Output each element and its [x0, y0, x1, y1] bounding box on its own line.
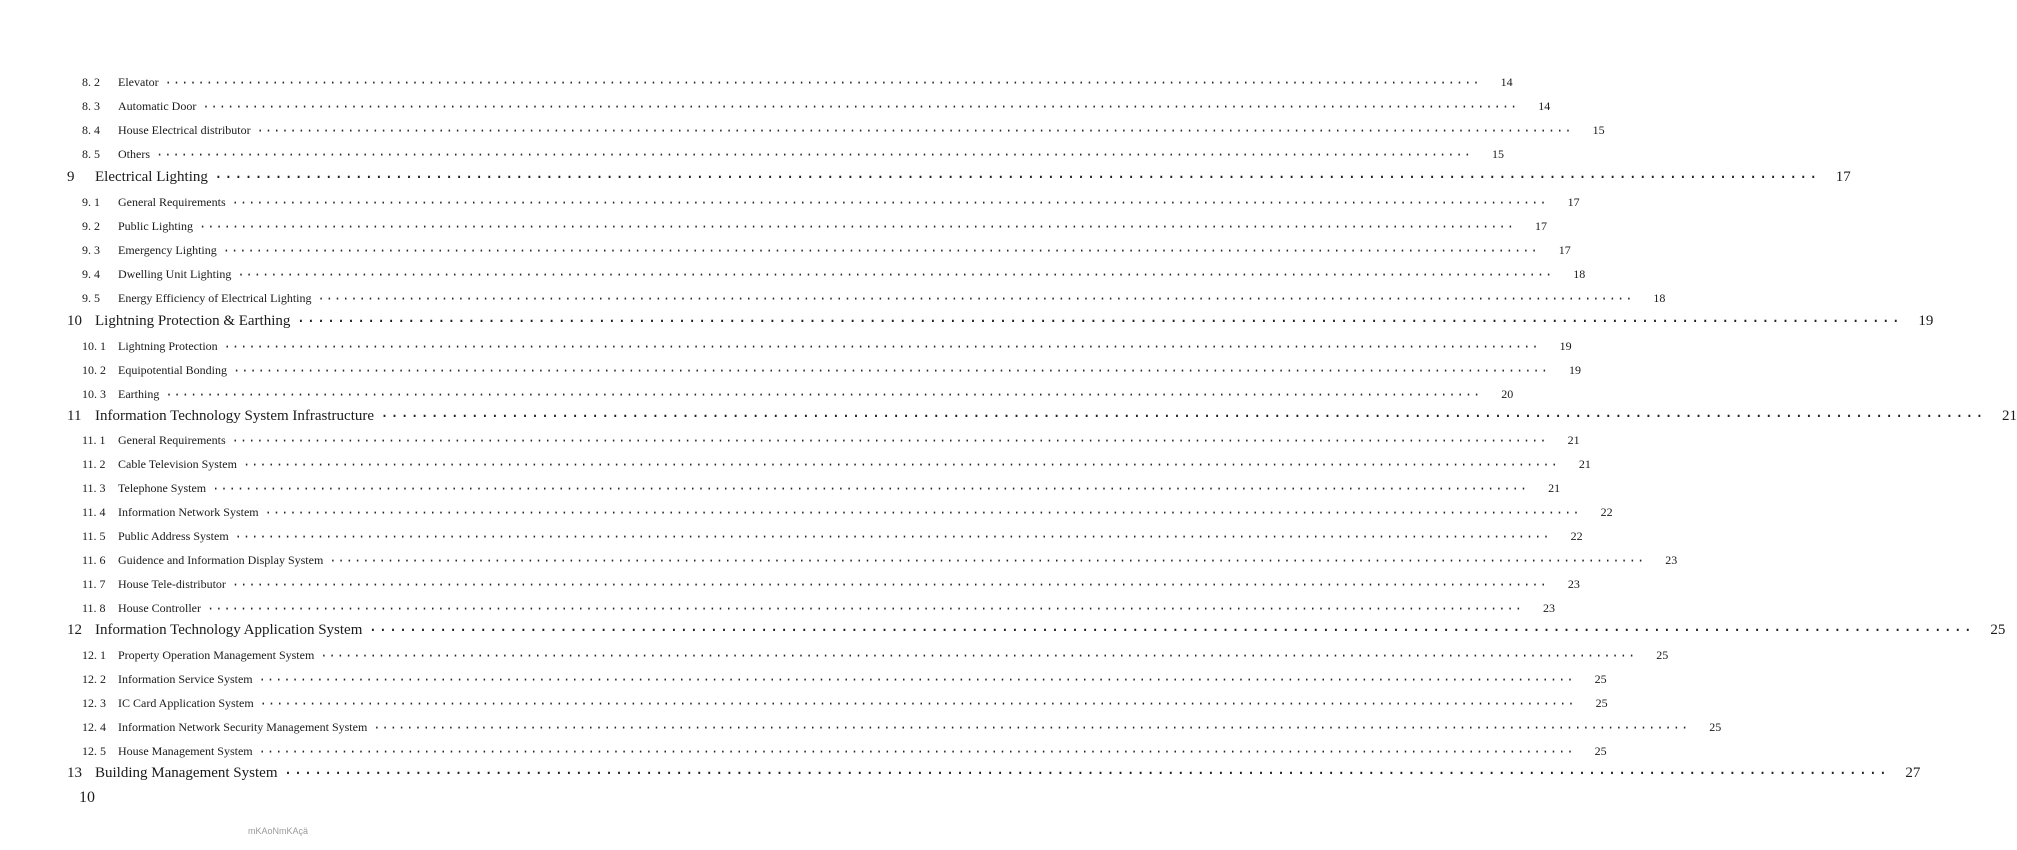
toc-page-number: 20	[1501, 387, 1514, 401]
toc-page-number: 21	[1548, 481, 1561, 495]
toc-chapter-row	[0, 762, 1921, 782]
toc-title: Building Management System	[95, 765, 278, 781]
toc-title: Elevator	[118, 75, 159, 89]
toc-number: 11. 8	[82, 601, 106, 615]
toc-title: Information Technology System Infrastructure	[95, 408, 375, 424]
toc-number: 8. 3	[82, 99, 100, 113]
toc-section-row	[0, 452, 1591, 472]
toc-title: House Electrical distributor	[118, 123, 251, 137]
toc-page-number: 18	[1573, 267, 1586, 281]
toc-number: 9. 2	[82, 219, 100, 233]
toc-section-row	[0, 118, 1605, 138]
toc-page-number: 25	[1594, 672, 1607, 686]
toc-number: 12. 2	[82, 672, 106, 686]
toc-number: 11. 2	[82, 457, 106, 471]
toc-section-row	[0, 596, 1555, 616]
toc-page-number: 19	[1568, 363, 1581, 377]
toc-section-row	[0, 70, 1513, 90]
toc-number: 9. 4	[82, 267, 100, 281]
toc-dot-leader: ································································································································································	[296, 312, 1902, 330]
toc-number: 12. 3	[82, 696, 106, 710]
toc-section-row	[0, 691, 1608, 711]
toc-dot-leader: ································································································································································	[202, 100, 1519, 114]
toc-title: General Requirements	[118, 195, 226, 209]
toc-title: Emergency Lighting	[118, 243, 217, 257]
toc-number: 9. 1	[82, 195, 100, 209]
page-number: 10	[79, 789, 95, 806]
toc-title: Information Service System	[118, 672, 253, 686]
toc-title: Public Lighting	[118, 219, 193, 233]
toc-number: 11. 1	[82, 433, 106, 447]
toc-dot-leader: ································································································································································	[320, 649, 1637, 663]
toc-dot-leader: ································································································································································	[213, 168, 1819, 186]
toc-title: Public Address System	[118, 529, 229, 543]
toc-number: 9. 5	[82, 291, 100, 305]
toc-title: IC Card Application System	[118, 696, 254, 710]
toc-section-row	[0, 94, 1551, 114]
toc-page-number: 27	[1905, 765, 1921, 781]
toc-page-number: 25	[1656, 648, 1669, 662]
toc-page-number: 21	[1578, 457, 1591, 471]
toc-chapter-row	[0, 619, 2006, 639]
toc-dot-leader: ································································································································································	[231, 578, 1548, 592]
toc-page-number: 14	[1500, 75, 1513, 89]
toc-number: 11. 5	[82, 529, 106, 543]
toc-dot-leader: ································································································································································	[256, 124, 1573, 138]
toc-number: 12. 5	[82, 744, 106, 758]
toc-dot-leader: ································································································································································	[380, 407, 1985, 425]
toc-number: 12	[67, 622, 82, 638]
toc-page-number: 17	[1835, 169, 1851, 185]
toc-section-row	[0, 382, 1514, 402]
toc-title: House Controller	[118, 601, 201, 615]
toc-dot-leader: ································································································································································	[164, 76, 1481, 90]
toc-page-number: 25	[1709, 720, 1722, 734]
toc-number: 9. 3	[82, 243, 100, 257]
toc-dot-leader: ································································································································································	[264, 506, 1581, 520]
toc-section-row	[0, 524, 1583, 544]
toc-number: 8. 2	[82, 75, 100, 89]
toc-section-row	[0, 667, 1607, 687]
toc-dot-leader: ································································································································································	[368, 621, 1974, 639]
toc-page-number: 19	[1559, 339, 1572, 353]
toc-dot-leader: ································································································································································	[373, 721, 1690, 735]
toc-title: Telephone System	[118, 481, 207, 495]
toc-section-row	[0, 262, 1586, 282]
toc-number: 13	[67, 765, 82, 781]
toc-title: Others	[118, 147, 150, 161]
toc-section-row	[0, 476, 1561, 496]
toc-dot-leader: ································································································································································	[199, 220, 1515, 234]
toc-title: Dwelling Unit Lighting	[118, 267, 232, 281]
toc-page-number: 22	[1570, 529, 1583, 543]
toc-dot-leader: ································································································································································	[329, 554, 1646, 568]
toc-dot-leader: ································································································································································	[283, 764, 1889, 782]
toc-number: 9	[67, 169, 75, 185]
toc-title: Equipotential Bonding	[118, 363, 227, 377]
toc-page-number: 23	[1542, 601, 1555, 615]
toc-page-number: 14	[1538, 99, 1551, 113]
toc-title: Lightning Protection & Earthing	[95, 313, 291, 329]
toc-title: General Requirements	[118, 433, 226, 447]
toc-number: 12. 4	[82, 720, 106, 734]
toc-section-row	[0, 572, 1580, 592]
toc-section-row	[0, 500, 1613, 520]
toc-number: 10. 2	[82, 363, 106, 377]
toc-number: 8. 4	[82, 123, 100, 137]
toc-section-row	[0, 238, 1571, 258]
toc-dot-leader: ································································································································································	[231, 434, 1548, 448]
footer-watermark: mKAoNmKAçä	[248, 826, 309, 836]
toc-section-row	[0, 643, 1669, 663]
toc-number: 11	[67, 408, 82, 424]
toc-number: 10. 3	[82, 387, 106, 401]
toc-title: Lightning Protection	[118, 339, 218, 353]
toc-title: Electrical Lighting	[95, 169, 208, 185]
toc-page-number: 23	[1567, 577, 1580, 591]
toc-page-number: 15	[1592, 123, 1605, 137]
toc-title: Property Operation Management System	[118, 648, 315, 662]
toc-section-row	[0, 334, 1572, 354]
toc-page-number: 17	[1534, 219, 1547, 233]
toc-section-row	[0, 190, 1580, 210]
toc-dot-leader: ································································································································································	[223, 340, 1540, 354]
toc-number: 11. 3	[82, 481, 106, 495]
toc-dot-leader: ································································································································································	[156, 148, 1472, 162]
toc-dot-leader: ································································································································································	[231, 196, 1548, 210]
toc-dot-leader: ································································································································································	[242, 458, 1559, 472]
toc-section-row	[0, 428, 1580, 448]
toc-number: 11. 4	[82, 505, 106, 519]
toc-title: Automatic Door	[118, 99, 197, 113]
toc-dot-leader: ································································································································································	[258, 673, 1575, 687]
toc-dot-leader: ································································································································································	[237, 268, 1554, 282]
toc-page-number: 21	[2001, 408, 2017, 424]
toc-number: 11. 6	[82, 553, 106, 567]
toc-page-number: 17	[1567, 195, 1580, 209]
toc-title: Earthing	[118, 387, 160, 401]
toc-number: 10	[67, 313, 82, 329]
toc-title: House Management System	[118, 744, 253, 758]
toc-title: Information Network Security Management System	[118, 720, 368, 734]
toc-number: 8. 5	[82, 147, 100, 161]
toc-page-number: 18	[1653, 291, 1666, 305]
toc-dot-leader: ································································································································································	[212, 482, 1529, 496]
toc-page-number: 22	[1600, 505, 1613, 519]
toc-page-number: 25	[1990, 622, 2006, 638]
toc-section-row	[0, 142, 1504, 162]
toc-number: 10. 1	[82, 339, 106, 353]
toc-chapter-row	[0, 310, 1934, 330]
toc-page-number: 21	[1567, 433, 1580, 447]
toc-page-number: 23	[1665, 553, 1678, 567]
toc-title: Information Network System	[118, 505, 259, 519]
toc-title: House Tele-distributor	[118, 577, 226, 591]
toc-page-number: 19	[1918, 313, 1934, 329]
toc-number: 11. 7	[82, 577, 106, 591]
toc-dot-leader: ································································································································································	[165, 388, 1482, 402]
toc-page-number: 25	[1595, 696, 1608, 710]
toc-dot-leader: ································································································································································	[259, 697, 1576, 711]
toc-page-number: 25	[1594, 744, 1607, 758]
toc-section-row	[0, 214, 1547, 234]
toc-section-row	[0, 739, 1607, 759]
toc-dot-leader: ································································································································································	[222, 244, 1539, 258]
toc-title: Energy Efficiency of Electrical Lighting	[118, 291, 312, 305]
toc-page-number: 17	[1558, 243, 1571, 257]
toc-title: Cable Television System	[118, 457, 237, 471]
toc-dot-leader: ································································································································································	[233, 364, 1549, 378]
toc-dot-leader: ································································································································································	[317, 292, 1634, 306]
toc-number: 12. 1	[82, 648, 106, 662]
toc-title: Information Technology Application System	[95, 622, 363, 638]
toc-section-row	[0, 715, 1722, 735]
toc-section-row	[0, 548, 1678, 568]
toc-section-row	[0, 286, 1666, 306]
toc-section-row	[0, 358, 1581, 378]
toc-page-number: 15	[1491, 147, 1504, 161]
toc-dot-leader: ································································································································································	[258, 745, 1575, 759]
toc-title: Guidence and Information Display System	[118, 553, 324, 567]
toc-dot-leader: ································································································································································	[234, 530, 1551, 544]
toc-chapter-row	[0, 405, 2017, 425]
toc-chapter-row	[0, 166, 1851, 186]
toc-dot-leader: ································································································································································	[207, 602, 1523, 616]
